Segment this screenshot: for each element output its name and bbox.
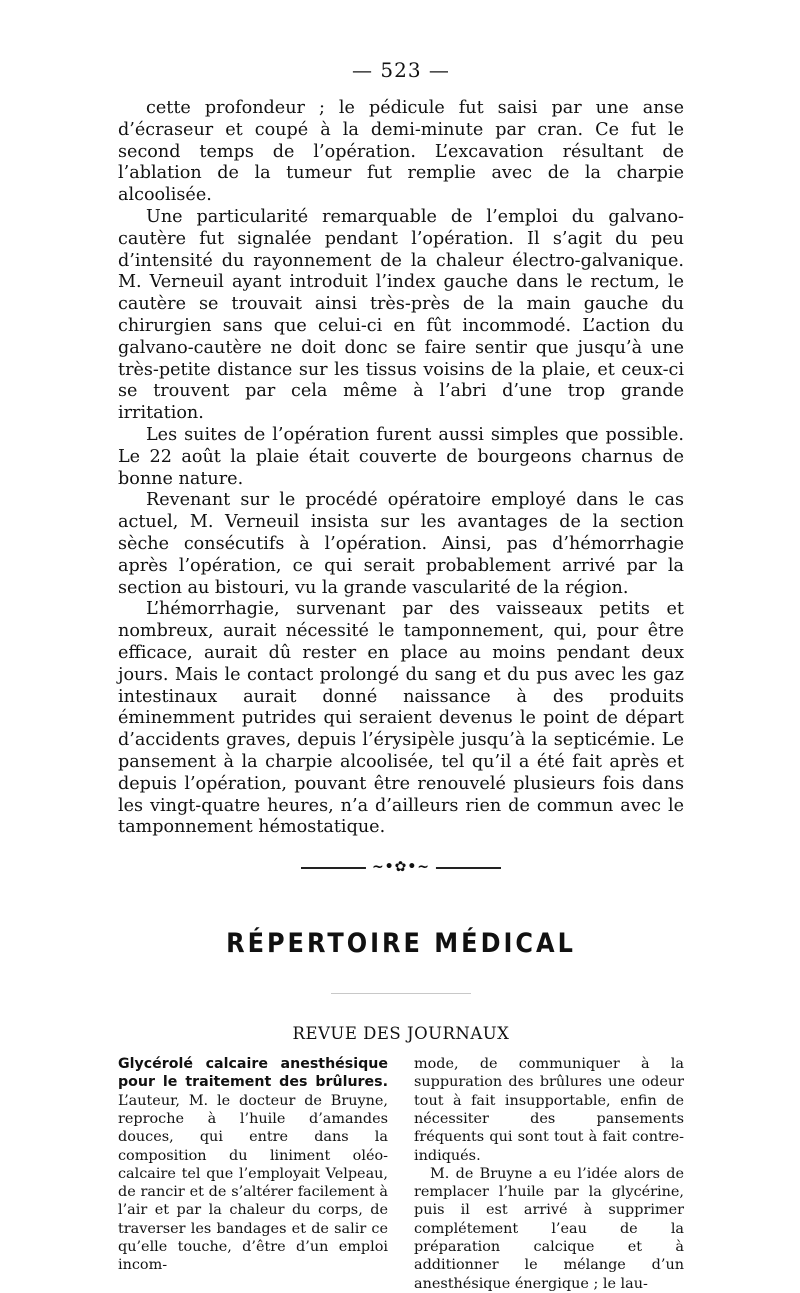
paragraph: Une particularité remarquable de l’emploi du galvano-cautère fut signalée pendant l’opération. Il s’agit du peu d’intensité du rayonnement de la chaleur électro-galvanique. M. Verneuil ayant introduit l’index gauche dans le rectum, le cautère se trouvait ainsi très-près de la main gauche du chirurgien sans que celui-ci en fût incommodé. L’action du galvano-cautère ne doit donc se faire sentir que jusqu’à une très-petite distance sur les tissus voisins de la plaie, et ceux-ci se trouvent par cela même à l’abri d’une trop grande irritation. [118,206,684,424]
subsection-title: REVUE DES JOURNAUX [292,1024,510,1044]
title-rule [331,993,471,994]
article-paragraph [118,1055,388,1275]
article-text: L’auteur, M. le docteur de Bruyne, reproche à l’huile d’amandes douces, qui entre dans la composition du liniment oléo-calcaire tel que l’employait Velpeau, de rancir et de s’altérer facilement à l’air et par la chaleur du corps, de traverser les bandages et de salir ce qu’elle touche, d’être d’un emploi incom- [118,1092,388,1274]
two-column-layout [118,1055,684,1293]
left-column [118,1055,388,1293]
page-number: — 523 — [352,58,450,82]
ornamental-divider [301,861,501,875]
article-paragraph: M. de Bruyne a eu l’idée alors de remplacer l’huile par la glycérine, puis il est arrivé à supprimer complétement l’eau de la préparation calcique et à additionner le mélange d’un anesthésique énergique ; le lau- [414,1165,684,1292]
paragraph: Les suites de l’opération furent aussi simples que possible. Le 22 août la plaie était couverte de bourgeons charnus de bonne nature. [118,424,684,489]
paragraph: Revenant sur le procédé opératoire employé dans le cas actuel, M. Verneuil insista sur les avantages de la section sèche consécutifs à l’opération. Ainsi, pas d’hémorrhagie après l’opération, ce qui serait probablement arrivé par la section au bistouri, vu la grande vascularité de la région. [118,490,684,598]
article-paragraph: mode, de communiquer à la suppuration des brûlures une odeur tout à fait insupportable, enfin de nécessiter des pansements fréquents qui sont tout à fait contre-indiqués. [414,1056,684,1164]
page [118,58,684,1293]
paragraph: cette profondeur ; le pédicule fut saisi par une anse d’écraseur et coupé à la demi-minute par cran. Ce fut le second temps de l’opération. L’excavation résultant de l’ablation de la tumeur fut remplie avec de la charpie alcoolisée. [118,98,684,206]
article-title: Glycérolé calcaire anesthésique pour le traitement des brûlures. [118,1056,388,1091]
paragraph: L’hémorrhagie, survenant par des vaisseaux petits et nombreux, aurait nécessité le tamponnement, qui, pour être efficace, aurait dû rester en place au moins pendant deux jours. Mais le contact prolongé du sang et du pus avec les gaz intestinaux aurait donné naissance à des produits éminemment putrides qui seraient devenus le point de départ d’accidents graves, depuis l’érysipèle jusqu’à la septicémie. Le pansement à la charpie alcoolisée, tel qu’il a été fait après et depuis l’opération, pouvant être renouvelé plusieurs fois dans les vingt-quatre heures, n’a d’ailleurs rien de commun avec le tamponnement hémostatique. [118,599,684,838]
right-column [414,1055,684,1293]
body-text [118,98,684,839]
divider-ornament-icon: ~•✿•~ [366,859,436,875]
section-title: RÉPERTOIRE MÉDICAL [226,927,576,959]
